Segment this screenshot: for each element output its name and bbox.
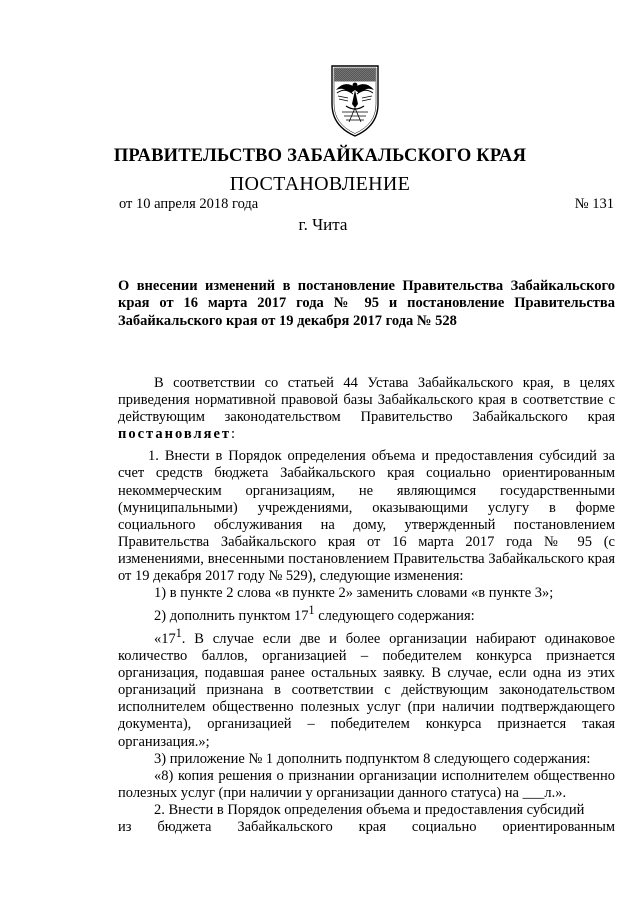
item-1-subitem-3: 3) приложение № 1 дополнить подпунктом 8 следующего содержания: bbox=[154, 750, 591, 767]
document-city: г. Чита bbox=[298, 215, 348, 234]
document-date: от 10 апреля 2018 года bbox=[119, 196, 259, 212]
item-1-subitem-2 bbox=[118, 602, 615, 625]
item-1-paragraph: 1. Внести в Порядок определения объема и предоставления субсидий за счет средств бюджета Забайкальского края социально ориентированным некоммерческим организациям, не являющимся государственными (муниципальными) учреждениями, оказывающими услугу в форме социального обслуживания на дому, утвержденный постановлением Правительства Забайкальского края от 16 марта 2017 года № 95 (с изменениями, внесенными постановлением Правительства Забайкальского края от 19 декабря 2017 году № 529), следующие изменения: bbox=[118, 448, 615, 585]
quote-open: «17 bbox=[154, 630, 176, 647]
document-number: № 131 bbox=[574, 196, 614, 212]
item-2-line-1: 2. Внести в Порядок определения объема и предоставления субсидий bbox=[154, 801, 585, 818]
item-1-subitem-1: 1) в пункте 2 слова «в пункте 2» заменить словами «в пункте 3»; bbox=[154, 585, 554, 602]
preamble-paragraph bbox=[118, 375, 615, 443]
subitem-2-text-end: следующего содержания: bbox=[314, 608, 475, 625]
quote-text: . В случае если две и более организации набирают одинаковое количество баллов, организацией – победителем конкурса признается организация, подавшая ранее остальных заявку. В случае, если одна из этих организаций признана в соответствии с действующим законодательством исполнителем общественно полезных услуг (при наличии подтверждающего документа), организацией – победителем конкурса признается такая организация.»; bbox=[118, 630, 615, 750]
subitem-2-superscript: 1 bbox=[308, 603, 315, 618]
coat-of-arms-icon bbox=[326, 60, 384, 138]
item-1-quote-paragraph bbox=[118, 625, 615, 750]
quote-superscript: 1 bbox=[175, 626, 182, 641]
item-1-subitem-3-quote: «8) копия решения о признании организации исполнителем общественно полезных услуг (при наличии у организации данного статуса) на ___л.». bbox=[118, 767, 615, 801]
document-title: О внесении изменений в постановление Правительства Забайкальского края от 16 марта 2017 года № 95 и постановление Правительства Забайкальского края от 19 декабря 2017 года № 528 bbox=[118, 278, 615, 329]
preamble-verb: постановляет bbox=[118, 426, 232, 443]
government-title: ПРАВИТЕЛЬСТВО ЗАБАЙКАЛЬСКОГО КРАЯ bbox=[113, 146, 527, 166]
document-body bbox=[118, 375, 615, 836]
preamble-text: В соответствии со статьей 44 Устава Забайкальского края, в целях приведения нормативной правовой базы Забайкальского края в соответствие с действующим законодательством Правительство Забайкальского края bbox=[118, 375, 615, 426]
subitem-2-text: 2) дополнить пунктом 17 bbox=[154, 608, 309, 625]
document-type: ПОСТАНОВЛЕНИЕ bbox=[229, 173, 411, 195]
item-2-line-2: из бюджета Забайкальского края социально ориентированным bbox=[118, 819, 615, 835]
preamble-colon: : bbox=[231, 426, 236, 443]
